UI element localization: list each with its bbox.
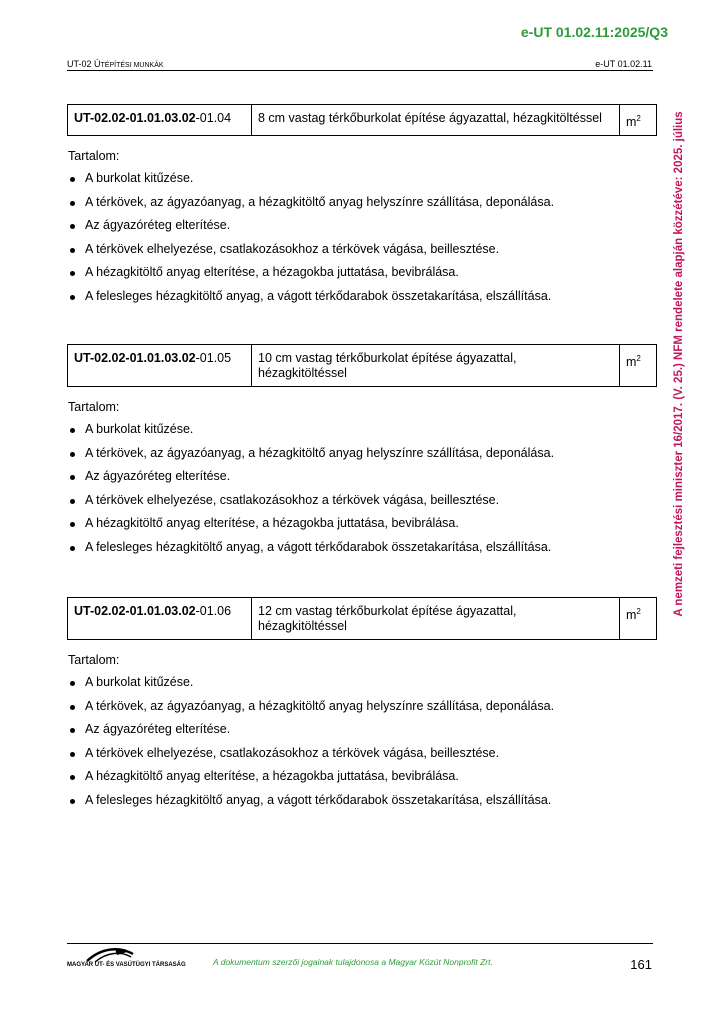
- item-unit: [620, 598, 657, 640]
- item-table: [67, 104, 657, 136]
- list-item: Az ágyazóréteg elterítése.: [67, 465, 657, 489]
- list-item: A felesleges hézagkitöltő anyag, a vágott térkődarabok összetakarítása, elszállítása.: [67, 789, 657, 813]
- header-left-prefix: UT-02 Ú: [67, 59, 101, 69]
- running-header-right: e-UT 01.02.11: [595, 59, 652, 69]
- list-item: A felesleges hézagkitöltő anyag, a vágott térkődarabok összetakarítása, elszállítása.: [67, 536, 657, 560]
- unit-base: m: [626, 608, 637, 623]
- item-row: [68, 598, 657, 640]
- item-description: 8 cm vastag térkőburkolat építése ágyazattal, hézagkitöltéssel: [252, 105, 620, 136]
- copyright-notice: A dokumentum szerzői jogainak tulajdonosa a Magyar Közút Nonprofit Zrt.: [213, 957, 493, 967]
- content-label: Tartalom:: [68, 653, 120, 667]
- item-code-bold: UT-02.02-01.01.03.02: [74, 351, 196, 365]
- list-item: A térkövek, az ágyazóanyag, a hézagkitöltő anyag helyszínre szállítása, deponálása.: [67, 442, 657, 466]
- list-item: A burkolat kitűzése.: [67, 671, 657, 695]
- item-code: [68, 598, 252, 640]
- list-item: Az ágyazóréteg elterítése.: [67, 214, 657, 238]
- list-item: A térkövek elhelyezése, csatlakozásokhoz a térkövek vágása, beillesztése.: [67, 238, 657, 262]
- item-row: [68, 105, 657, 136]
- header-left-rest: TÉPÍTÉSI MUNKÁK: [100, 62, 164, 69]
- item-unit: [620, 105, 657, 136]
- header-divider: [67, 70, 653, 71]
- list-item: A térkövek, az ágyazóanyag, a hézagkitöltő anyag helyszínre szállítása, deponálása.: [67, 695, 657, 719]
- item-code-suffix: -01.06: [195, 604, 232, 618]
- item-code: [68, 345, 252, 387]
- list-item: A térkövek elhelyezése, csatlakozásokhoz a térkövek vágása, beillesztése.: [67, 489, 657, 513]
- list-item: A térkövek, az ágyazóanyag, a hézagkitöltő anyag helyszínre szállítása, deponálása.: [67, 191, 657, 215]
- content-label: Tartalom:: [68, 149, 120, 164]
- logo-text: MAGYAR ÚT- ÉS VASÚTÜGYI TÁRSASÁG: [67, 962, 186, 968]
- footer-logo: [67, 946, 186, 970]
- item-code-suffix: -01.04: [195, 111, 232, 125]
- item-description: 12 cm vastag térkőburkolat építése ágyazattal, hézagkitöltéssel: [252, 598, 620, 640]
- unit-base: m: [626, 115, 637, 130]
- list-item: A felesleges hézagkitöltő anyag, a vágott térkődarabok összetakarítása, elszállítása.: [67, 285, 657, 309]
- item-code: [68, 105, 252, 136]
- item-section: [67, 104, 657, 308]
- unit-exponent: 2: [636, 607, 641, 616]
- unit-exponent: 2: [636, 354, 641, 363]
- list-item: Az ágyazóréteg elterítése.: [67, 718, 657, 742]
- content-label: Tartalom:: [68, 400, 120, 414]
- item-table: [67, 597, 657, 640]
- item-row: [68, 345, 657, 387]
- list-item: A hézagkitöltő anyag elterítése, a hézagokba juttatása, bevibrálása.: [67, 765, 657, 789]
- list-item: A hézagkitöltő anyag elterítése, a hézagokba juttatása, bevibrálása.: [67, 512, 657, 536]
- list-item: A burkolat kitűzése.: [67, 418, 657, 442]
- item-unit: [620, 345, 657, 387]
- item-code-suffix: -01.05: [195, 351, 232, 365]
- item-table: [67, 344, 657, 387]
- content-list: [67, 418, 657, 559]
- item-description: 10 cm vastag térkőburkolat építése ágyazattal, hézagkitöltéssel: [252, 345, 620, 387]
- running-header-left: [67, 59, 164, 69]
- unit-exponent: 2: [636, 114, 641, 123]
- page-number: 161: [630, 957, 652, 972]
- content-list: [67, 671, 657, 812]
- item-section: [67, 597, 657, 812]
- item-code-bold: UT-02.02-01.01.03.02: [74, 604, 196, 618]
- list-item: A hézagkitöltő anyag elterítése, a hézagokba juttatása, bevibrálása.: [67, 261, 657, 285]
- item-section: [67, 344, 657, 559]
- side-publication-note: [665, 98, 693, 630]
- content-list: [67, 167, 657, 308]
- list-item: A térkövek elhelyezése, csatlakozásokhoz a térkövek vágása, beillesztése.: [67, 742, 657, 766]
- side-note-text: A nemzeti fejlesztési miniszter 16/2017. (V. 25.) NFM rendelete alapján közzétéve: 2025. július: [673, 111, 685, 617]
- footer-divider: [67, 943, 653, 944]
- item-code-bold: UT-02.02-01.01.03.02: [74, 111, 196, 125]
- list-item: A burkolat kitűzése.: [67, 167, 657, 191]
- unit-base: m: [626, 355, 637, 370]
- document-code: e-UT 01.02.11:2025/Q3: [520, 24, 668, 40]
